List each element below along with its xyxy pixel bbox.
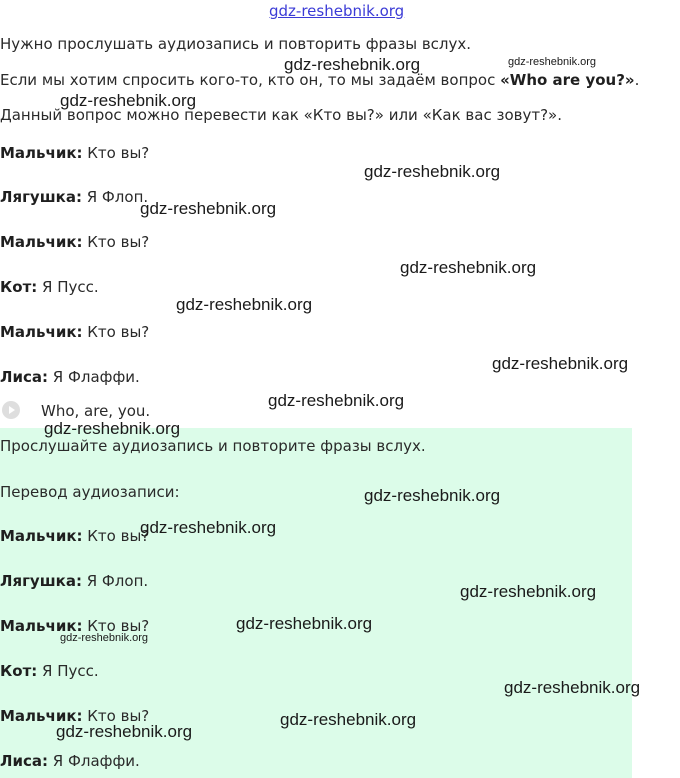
task-translation: Данный вопрос можно перевести как «Кто вы?» или «Как вас зовут?». — [0, 106, 562, 124]
watermark: gdz-reshebnik.org — [364, 486, 501, 505]
watermark: gdz-reshebnik.org — [492, 354, 629, 373]
watermark: gdz-reshebnik.org — [280, 710, 417, 729]
watermark: gdz-reshebnik.org — [364, 162, 501, 181]
task-explanation: Если мы хотим спросить кого-то, кто он, то мы задаём вопрос «Who are you?». — [0, 71, 640, 89]
watermark: gdz-reshebnik.org — [508, 56, 597, 68]
site-link[interactable]: gdz-reshebnik.org — [269, 2, 405, 20]
watermark: gdz-reshebnik.org — [236, 614, 373, 633]
watermark: gdz-reshebnik.org — [176, 295, 313, 314]
answer-dialogue-line: Мальчик: Кто вы? — [0, 527, 150, 545]
watermark: gdz-reshebnik.org — [268, 391, 405, 410]
dialogue-line: Лягушка: Я Флоп. — [0, 188, 149, 206]
answer-dialogue-line: Мальчик: Кто вы? — [0, 617, 150, 635]
dialogue-line: Мальчик: Кто вы? — [0, 323, 150, 341]
play-icon[interactable] — [2, 401, 20, 419]
answer-dialogue-line: Лиса: Я Флаффи. — [0, 752, 140, 770]
answer-dialogue-line: Мальчик: Кто вы? — [0, 707, 150, 725]
answer-dialogue-line: Кот: Я Пусс. — [0, 662, 99, 680]
dialogue-line: Кот: Я Пусс. — [0, 278, 99, 296]
watermark: gdz-reshebnik.org — [56, 722, 193, 741]
watermark: gdz-reshebnik.org — [400, 258, 537, 277]
dialogue-line: Лиса: Я Флаффи. — [0, 368, 140, 386]
watermark: gdz-reshebnik.org — [140, 518, 277, 537]
dialogue-line: Мальчик: Кто вы? — [0, 233, 150, 251]
translation-title: Перевод аудиозаписи: — [0, 483, 180, 501]
answer-dialogue-line: Лягушка: Я Флоп. — [0, 572, 149, 590]
watermark: gdz-reshebnik.org — [60, 632, 149, 644]
watermark: gdz-reshebnik.org — [44, 419, 181, 438]
audio-label: Who, are, you. — [41, 402, 151, 420]
watermark: gdz-reshebnik.org — [140, 199, 277, 218]
dialogue-line: Мальчик: Кто вы? — [0, 144, 150, 162]
watermark: gdz-reshebnik.org — [60, 91, 197, 110]
watermark: gdz-reshebnik.org — [460, 582, 597, 601]
task-instruction: Нужно прослушать аудиозапись и повторить фразы вслух. — [0, 35, 472, 53]
watermark: gdz-reshebnik.org — [504, 678, 641, 697]
answer-instruction: Прослушайте аудиозапись и повторите фразы вслух. — [0, 437, 426, 455]
watermark: gdz-reshebnik.org — [284, 55, 421, 74]
